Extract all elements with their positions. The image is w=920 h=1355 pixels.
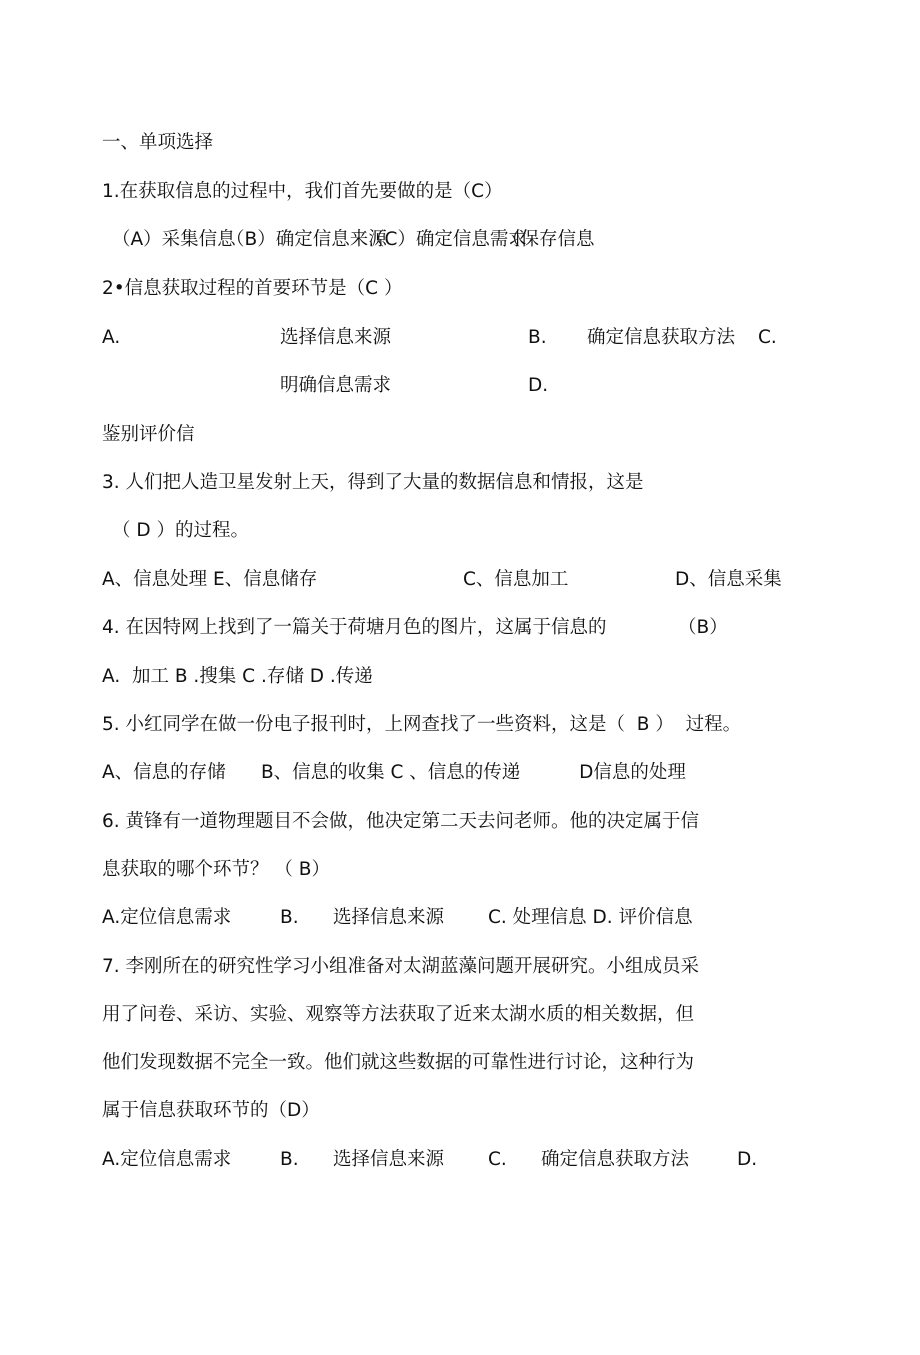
q2-stem: 2•信息获取过程的首要环节是（C ） — [102, 278, 403, 299]
section-title — [0, 130, 920, 156]
q6-b-text: 选择信息来源 — [333, 907, 445, 928]
question-7-stem-1 — [0, 954, 920, 980]
q2-b-text: 确定信息获取方法 — [587, 327, 736, 348]
q4-stem: 4. 在因特网上找到了一篇关于荷塘月色的图片，这属于信息的 — [102, 617, 607, 638]
q6-b-label: B. — [280, 907, 299, 928]
question-4-stem — [0, 615, 920, 641]
q1-option-b: （B）确定信息来源 — [226, 229, 387, 250]
q2-a-label: A. — [102, 327, 121, 348]
q1-stem: 1.在获取信息的过程中，我们首先要做的是（C） — [102, 181, 503, 202]
q6-option-cd: C. 处理信息 D. 评价信息 — [488, 907, 693, 928]
q1-option-a: （A）采集信息 — [112, 229, 236, 250]
question-7-stem-4 — [0, 1098, 920, 1124]
question-3-stem-2 — [0, 518, 920, 544]
question-1-stem — [0, 179, 920, 205]
q3-option-ab: A、信息处理 E、信息储存 — [102, 569, 318, 590]
question-6-options — [0, 905, 920, 931]
q2-d-text: 鉴别评价信 — [102, 424, 195, 445]
question-6-stem-1 — [0, 809, 920, 835]
question-2-options-row3 — [0, 422, 920, 448]
q3-stem-2: （ D ）的过程。 — [112, 520, 250, 541]
q7-b-label: B. — [280, 1149, 299, 1170]
question-2-options-row2 — [0, 373, 920, 399]
q7-stem-2: 用了问卷、采访、实验、观察等方法获取了近来太湖水质的相关数据，但 — [102, 1004, 695, 1025]
question-2-options-row1 — [0, 325, 920, 351]
q2-b-label: B. — [528, 327, 547, 348]
question-1-options — [0, 227, 920, 253]
q3-option-c: C、信息加工 — [463, 569, 569, 590]
question-2-stem — [0, 276, 920, 302]
question-5-options — [0, 760, 920, 786]
q6-stem-1: 6. 黄锋有一道物理题目不会做，他决定第二天去问老师。他的决定属于信 — [102, 811, 700, 832]
question-5-stem — [0, 712, 920, 738]
question-7-stem-3 — [0, 1050, 920, 1076]
q7-d-label: D. — [737, 1149, 758, 1170]
question-3-stem-1 — [0, 470, 920, 496]
q3-stem-1: 3. 人们把人造卫星发射上天，得到了大量的数据信息和情报，这是 — [102, 472, 644, 493]
q2-c-text: 明确信息需求 — [280, 375, 392, 396]
q1-option-c: （C）确定信息需求 — [366, 229, 527, 250]
q7-c-label: C. — [488, 1149, 507, 1170]
q2-d-label: D. — [528, 375, 549, 396]
q7-b-text: 选择信息来源 — [333, 1149, 445, 1170]
q3-option-d: D、信息采集 — [675, 569, 782, 590]
question-4-options — [0, 664, 920, 690]
q6-stem-2: 息获取的哪个环节？ （ B） — [102, 859, 330, 880]
q1-option-d: （保存信息 — [502, 229, 595, 250]
q7-c-text: 确定信息获取方法 — [541, 1149, 690, 1170]
q7-stem-3: 他们发现数据不完全一致。他们就这些数据的可靠性进行讨论，这种行为 — [102, 1052, 695, 1073]
section-title-text: 一、单项选择 — [102, 132, 214, 153]
question-3-options — [0, 567, 920, 593]
question-7-options — [0, 1147, 920, 1173]
q7-stem-1: 7. 李刚所在的研究性学习小组准备对太湖蓝藻问题开展研究。小组成员采 — [102, 956, 700, 977]
q7-option-a: A.定位信息需求 — [102, 1149, 232, 1170]
q6-option-a: A.定位信息需求 — [102, 907, 232, 928]
q2-a-text: 选择信息来源 — [280, 327, 392, 348]
q4-options: A. 加工 B .搜集 C .存储 D .传递 — [102, 666, 373, 687]
q2-c-label: C. — [758, 327, 777, 348]
q4-answer: （B） — [678, 617, 728, 638]
question-7-stem-2 — [0, 1002, 920, 1028]
question-6-stem-2 — [0, 857, 920, 883]
q5-options: A、信息的存储 B、信息的收集 C 、信息的传递 D信息的处理 — [102, 762, 686, 783]
q7-stem-4: 属于信息获取环节的（D） — [102, 1100, 320, 1121]
q5-stem: 5. 小红同学在做一份电子报刊时，上网查找了一些资料，这是（ B ） 过程。 — [102, 714, 742, 735]
